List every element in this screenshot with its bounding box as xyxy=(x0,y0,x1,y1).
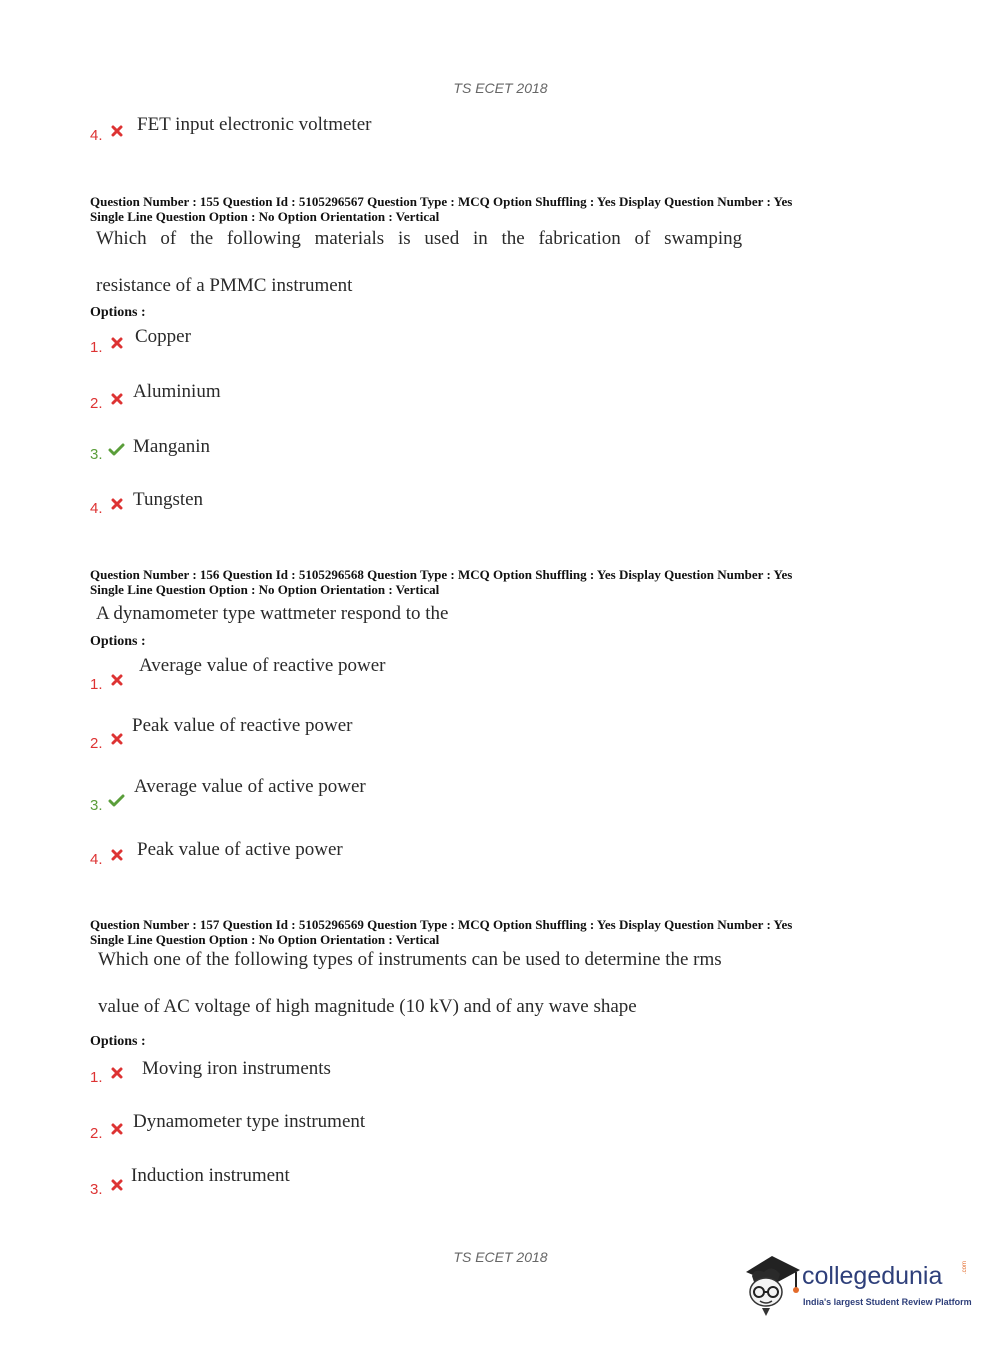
collegedunia-logo[interactable] xyxy=(742,1250,972,1320)
page-footer: TS ECET 2018 xyxy=(453,1249,548,1265)
option-text: Average value of active power xyxy=(134,776,366,797)
mascot-with-graduation-cap-icon xyxy=(742,1250,802,1320)
option-text: Average value of reactive power xyxy=(139,655,386,676)
cross-icon xyxy=(110,392,124,406)
question-meta-line: Question Number : 155 Question Id : 5105296567 Question Type : MCQ Option Shuffling : Yes Display Question Number : Yes xyxy=(90,194,793,209)
option-text: Aluminium xyxy=(133,381,221,402)
option-text: Copper xyxy=(135,326,191,347)
option-text: Induction instrument xyxy=(131,1165,290,1186)
option-number: 4. xyxy=(90,500,103,517)
cross-icon xyxy=(110,497,124,511)
option-number: 3. xyxy=(90,446,103,463)
cross-icon xyxy=(110,1066,124,1080)
cross-icon xyxy=(110,1122,124,1136)
question-text: resistance of a PMMC instrument xyxy=(96,275,353,296)
option-text: Tungsten xyxy=(133,489,204,510)
question-meta-line: Question Number : 156 Question Id : 5105296568 Question Type : MCQ Option Shuffling : Yes Display Question Number : Yes xyxy=(90,567,793,582)
question-meta xyxy=(90,568,910,597)
question-text: value of AC voltage of high magnitude (10 kV) and of any wave shape xyxy=(98,996,637,1017)
question-text: Which of the following materials is used in the fabrication of swamping xyxy=(96,228,743,249)
cross-icon xyxy=(110,848,124,862)
question-meta-line: Question Number : 157 Question Id : 5105296569 Question Type : MCQ Option Shuffling : Yes Display Question Number : Yes xyxy=(90,917,793,932)
cross-icon xyxy=(110,673,124,687)
option-text: Manganin xyxy=(133,436,211,457)
option-number: 2. xyxy=(90,395,103,412)
question-meta xyxy=(90,918,910,947)
checkmark-icon xyxy=(108,443,125,457)
question-meta-line: Single Line Question Option : No Option Orientation : Vertical xyxy=(90,581,440,597)
options-label: Options : xyxy=(90,1034,146,1049)
question-meta xyxy=(90,195,910,224)
options-label: Options : xyxy=(90,305,146,320)
cross-icon xyxy=(110,1178,124,1192)
question-meta-line: Single Line Question Option : No Option Orientation : Vertical xyxy=(90,931,440,947)
question-meta-line: Single Line Question Option : No Option Orientation : Vertical xyxy=(90,208,440,224)
option-text: Dynamometer type instrument xyxy=(133,1111,366,1132)
option-text: Moving iron instruments xyxy=(142,1058,331,1079)
cross-icon xyxy=(110,124,124,138)
page-header: TS ECET 2018 xyxy=(453,80,548,96)
option-number: 1. xyxy=(90,1069,103,1086)
option-number: 3. xyxy=(90,1181,103,1198)
cross-icon xyxy=(110,732,124,746)
logo-suffix: .com xyxy=(962,1260,968,1274)
option-number: 4. xyxy=(90,851,103,868)
logo-wordmark: collegedunia xyxy=(802,1262,943,1290)
question-text: Which one of the following types of instruments can be used to determine the rms xyxy=(98,949,722,970)
option-number: 1. xyxy=(90,339,103,356)
option-text: Peak value of reactive power xyxy=(132,715,353,736)
option-number: 3. xyxy=(90,797,103,814)
checkmark-icon xyxy=(108,794,125,808)
option-number: 1. xyxy=(90,676,103,693)
option-number: 2. xyxy=(90,1125,103,1142)
option-text: FET input electronic voltmeter xyxy=(137,114,372,135)
question-text: A dynamometer type wattmeter respond to the xyxy=(96,603,449,624)
logo-tagline: India's largest Student Review Platform xyxy=(803,1297,972,1307)
option-text: Peak value of active power xyxy=(137,839,343,860)
option-number: 2. xyxy=(90,735,103,752)
options-label: Options : xyxy=(90,634,146,649)
option-number: 4. xyxy=(90,127,103,144)
cross-icon xyxy=(110,336,124,350)
